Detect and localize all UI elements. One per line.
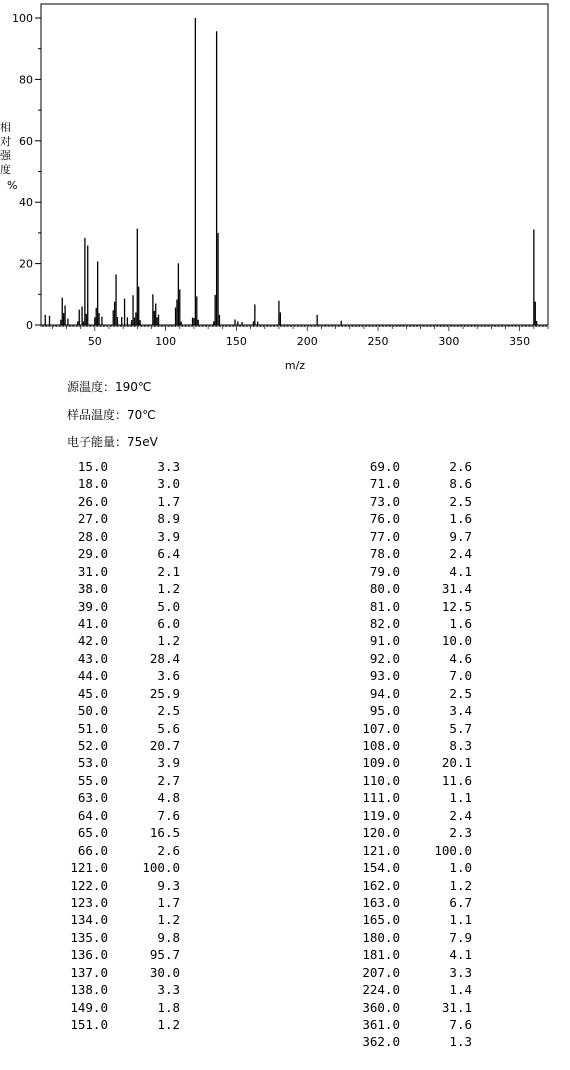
mz-value: 44.0 bbox=[77, 668, 108, 684]
mz-value: 361.0 bbox=[362, 1017, 400, 1032]
intensity-value: 10.0 bbox=[441, 633, 472, 649]
intensity-value: 1.4 bbox=[449, 982, 472, 998]
mz-value: 121.0 bbox=[362, 842, 400, 858]
intensity-value: 2.5 bbox=[449, 685, 472, 701]
mz-value: 134.0 bbox=[70, 912, 108, 928]
intensity-value: 16.5 bbox=[149, 825, 180, 841]
intensity-value: 5.0 bbox=[157, 598, 180, 614]
mz-value: 45.0 bbox=[77, 685, 108, 701]
intensity-value: 100.0 bbox=[434, 842, 472, 858]
intensity-value: 3.9 bbox=[157, 755, 180, 771]
intensity-value: 6.0 bbox=[157, 615, 180, 631]
sample-temperature: 样品温度：70℃ bbox=[67, 408, 156, 422]
peaks-layer bbox=[45, 18, 536, 325]
mz-value: 50.0 bbox=[77, 703, 108, 719]
peak-row-left bbox=[30, 1016, 180, 1033]
peak-row-right bbox=[322, 999, 472, 1016]
peak-row-left bbox=[30, 720, 180, 737]
peak-row-right bbox=[322, 475, 472, 492]
peak-row-left bbox=[30, 999, 180, 1016]
x-tick-label: 200 bbox=[296, 335, 318, 348]
mz-value: 119.0 bbox=[362, 807, 400, 823]
peak-row-right bbox=[322, 615, 472, 632]
mz-value: 69.0 bbox=[369, 459, 400, 474]
y-tick-label: 0 bbox=[26, 319, 33, 332]
intensity-value: 8.6 bbox=[449, 476, 472, 492]
peak-row-left bbox=[30, 842, 180, 859]
intensity-value: 7.9 bbox=[449, 929, 472, 945]
mz-value: 42.0 bbox=[77, 633, 108, 649]
peak-table-left bbox=[30, 458, 180, 1033]
mz-value: 121.0 bbox=[70, 860, 108, 876]
peak-row-right bbox=[322, 632, 472, 649]
intensity-value: 3.3 bbox=[157, 982, 180, 998]
peak-row-left bbox=[30, 964, 180, 981]
mz-value: 92.0 bbox=[369, 650, 400, 666]
peak-row-left bbox=[30, 475, 180, 492]
intensity-value: 1.0 bbox=[449, 860, 472, 876]
peak-row-left bbox=[30, 563, 180, 580]
intensity-value: 1.2 bbox=[157, 1017, 180, 1032]
mz-value: 78.0 bbox=[369, 546, 400, 562]
mz-value: 15.0 bbox=[77, 459, 108, 474]
peak-row-left bbox=[30, 754, 180, 771]
intensity-value: 6.7 bbox=[449, 894, 472, 910]
peak-row-left bbox=[30, 789, 180, 806]
intensity-value: 5.7 bbox=[449, 720, 472, 736]
mz-value: 165.0 bbox=[362, 912, 400, 928]
intensity-value: 2.6 bbox=[449, 459, 472, 474]
mz-value: 154.0 bbox=[362, 860, 400, 876]
mz-value: 53.0 bbox=[77, 755, 108, 771]
mz-value: 80.0 bbox=[369, 581, 400, 597]
peak-row-right bbox=[322, 685, 472, 702]
y-axis bbox=[12, 12, 41, 332]
x-tick-label: 150 bbox=[225, 335, 247, 348]
mz-value: 71.0 bbox=[369, 476, 400, 492]
peak-row-left bbox=[30, 632, 180, 649]
peak-row-left bbox=[30, 807, 180, 824]
intensity-value: 4.6 bbox=[449, 650, 472, 666]
peak-row-right bbox=[322, 580, 472, 597]
intensity-value: 2.6 bbox=[157, 842, 180, 858]
intensity-value: 2.5 bbox=[157, 703, 180, 719]
peak-row-left bbox=[30, 493, 180, 510]
mz-value: 77.0 bbox=[369, 528, 400, 544]
intensity-value: 7.0 bbox=[449, 668, 472, 684]
intensity-value: 2.1 bbox=[157, 563, 180, 579]
peak-row-right bbox=[322, 842, 472, 859]
peak-row-right bbox=[322, 702, 472, 719]
intensity-value: 31.4 bbox=[441, 581, 472, 597]
mz-value: 73.0 bbox=[369, 493, 400, 509]
peak-row-left bbox=[30, 911, 180, 928]
intensity-value: 4.8 bbox=[157, 790, 180, 806]
mz-value: 91.0 bbox=[369, 633, 400, 649]
x-tick-label: 50 bbox=[87, 335, 102, 348]
peak-row-left bbox=[30, 946, 180, 963]
x-axis-label: m/z bbox=[284, 359, 306, 372]
mz-value: 28.0 bbox=[77, 528, 108, 544]
intensity-value: 1.7 bbox=[157, 894, 180, 910]
intensity-value: 1.1 bbox=[449, 790, 472, 806]
x-tick-label: 350 bbox=[509, 335, 531, 348]
mz-value: 81.0 bbox=[369, 598, 400, 614]
peak-row-left bbox=[30, 702, 180, 719]
intensity-value: 100.0 bbox=[142, 860, 180, 876]
peak-row-right bbox=[322, 510, 472, 527]
peak-row-left bbox=[30, 737, 180, 754]
mz-value: 65.0 bbox=[77, 825, 108, 841]
intensity-value: 9.8 bbox=[157, 929, 180, 945]
intensity-value: 4.1 bbox=[449, 563, 472, 579]
peak-row-left bbox=[30, 772, 180, 789]
mz-value: 137.0 bbox=[70, 964, 108, 980]
mz-value: 79.0 bbox=[369, 563, 400, 579]
peak-row-left bbox=[30, 580, 180, 597]
peak-row-left bbox=[30, 528, 180, 545]
intensity-value: 20.1 bbox=[441, 755, 472, 771]
peak-row-right bbox=[322, 911, 472, 928]
y-tick-label: 80 bbox=[19, 73, 33, 87]
mz-value: 63.0 bbox=[77, 790, 108, 806]
peak-row-right bbox=[322, 720, 472, 737]
peak-row-left bbox=[30, 894, 180, 911]
peak-row-left bbox=[30, 650, 180, 667]
x-tick-label: 100 bbox=[155, 335, 177, 348]
peak-row-right bbox=[322, 946, 472, 963]
peak-row-right bbox=[322, 929, 472, 946]
peak-row-right bbox=[322, 598, 472, 615]
peak-row-right bbox=[322, 1016, 472, 1033]
peak-row-left bbox=[30, 615, 180, 632]
intensity-value: 20.7 bbox=[149, 738, 180, 753]
mz-value: 39.0 bbox=[77, 598, 108, 614]
mz-value: 52.0 bbox=[77, 738, 108, 753]
intensity-value: 25.9 bbox=[149, 685, 180, 701]
mz-value: 163.0 bbox=[362, 894, 400, 910]
intensity-value: 2.7 bbox=[157, 772, 180, 788]
intensity-value: 1.8 bbox=[157, 999, 180, 1015]
mz-value: 27.0 bbox=[77, 511, 108, 527]
plot-frame bbox=[41, 4, 548, 325]
mz-value: 31.0 bbox=[77, 563, 108, 579]
mz-value: 162.0 bbox=[362, 877, 400, 893]
mz-value: 360.0 bbox=[362, 999, 400, 1015]
mz-value: 55.0 bbox=[77, 772, 108, 788]
source-temperature: 源温度：190℃ bbox=[67, 380, 152, 394]
mz-value: 181.0 bbox=[362, 947, 400, 963]
mz-value: 224.0 bbox=[362, 982, 400, 998]
intensity-value: 1.6 bbox=[449, 511, 472, 527]
y-tick-label: 40 bbox=[19, 196, 33, 210]
peak-row-right bbox=[322, 807, 472, 824]
mz-value: 38.0 bbox=[77, 581, 108, 597]
peak-row-left bbox=[30, 877, 180, 894]
peak-row-right bbox=[322, 964, 472, 981]
mz-value: 180.0 bbox=[362, 929, 400, 945]
peak-row-left bbox=[30, 859, 180, 876]
y-tick-label: 100 bbox=[12, 12, 33, 25]
intensity-value: 6.4 bbox=[157, 546, 180, 562]
mz-value: 93.0 bbox=[369, 668, 400, 684]
mz-value: 135.0 bbox=[70, 929, 108, 945]
peak-row-left bbox=[30, 981, 180, 998]
peak-row-left bbox=[30, 458, 180, 475]
peak-row-right bbox=[322, 824, 472, 841]
mz-value: 41.0 bbox=[77, 615, 108, 631]
mz-value: 111.0 bbox=[362, 790, 400, 806]
mz-value: 123.0 bbox=[70, 894, 108, 910]
intensity-value: 3.3 bbox=[157, 459, 180, 474]
peak-row-left bbox=[30, 824, 180, 841]
peak-row-right bbox=[322, 877, 472, 894]
intensity-value: 5.6 bbox=[157, 720, 180, 736]
intensity-value: 1.2 bbox=[157, 581, 180, 597]
mz-value: 82.0 bbox=[369, 615, 400, 631]
intensity-value: 1.6 bbox=[449, 615, 472, 631]
intensity-value: 30.0 bbox=[149, 964, 180, 980]
mz-value: 66.0 bbox=[77, 842, 108, 858]
peak-row-left bbox=[30, 667, 180, 684]
peak-row-right bbox=[322, 981, 472, 998]
intensity-value: 3.0 bbox=[157, 476, 180, 492]
mz-value: 51.0 bbox=[77, 720, 108, 736]
intensity-value: 1.1 bbox=[449, 912, 472, 928]
intensity-value: 2.4 bbox=[449, 807, 472, 823]
peak-row-left bbox=[30, 510, 180, 527]
peak-row-right bbox=[322, 1033, 472, 1050]
mz-value: 120.0 bbox=[362, 825, 400, 841]
peak-row-right bbox=[322, 754, 472, 771]
peak-row-right bbox=[322, 667, 472, 684]
mz-value: 110.0 bbox=[362, 772, 400, 788]
mz-value: 151.0 bbox=[70, 1017, 108, 1032]
peak-row-left bbox=[30, 929, 180, 946]
intensity-value: 3.4 bbox=[449, 703, 472, 719]
intensity-value: 95.7 bbox=[149, 947, 180, 963]
peak-row-right bbox=[322, 772, 472, 789]
peak-row-right bbox=[322, 545, 472, 562]
peak-row-left bbox=[30, 598, 180, 615]
intensity-value: 1.2 bbox=[157, 633, 180, 649]
y-tick-label: 60 bbox=[19, 134, 33, 148]
intensity-value: 7.6 bbox=[449, 1017, 472, 1032]
peak-row-right bbox=[322, 458, 472, 475]
intensity-value: 4.1 bbox=[449, 947, 472, 963]
x-tick-label: 250 bbox=[367, 335, 389, 348]
mz-value: 95.0 bbox=[369, 703, 400, 719]
intensity-value: 1.2 bbox=[157, 912, 180, 928]
mz-value: 136.0 bbox=[70, 947, 108, 963]
intensity-value: 11.6 bbox=[441, 772, 472, 788]
intensity-value: 3.3 bbox=[449, 964, 472, 980]
peak-row-left bbox=[30, 545, 180, 562]
mz-value: 362.0 bbox=[362, 1034, 400, 1050]
peak-table-right bbox=[322, 458, 472, 1051]
peak-row-right bbox=[322, 789, 472, 806]
peak-row-right bbox=[322, 493, 472, 510]
mz-value: 64.0 bbox=[77, 807, 108, 823]
mz-value: 107.0 bbox=[362, 720, 400, 736]
peak-row-right bbox=[322, 650, 472, 667]
peak-row-right bbox=[322, 894, 472, 911]
intensity-value: 12.5 bbox=[441, 598, 472, 614]
mz-value: 108.0 bbox=[362, 738, 400, 753]
intensity-value: 1.2 bbox=[449, 877, 472, 893]
mz-value: 122.0 bbox=[70, 877, 108, 893]
electron-energy: 电子能量：75eV bbox=[67, 435, 158, 449]
intensity-value: 8.9 bbox=[157, 511, 180, 527]
peak-row-right bbox=[322, 737, 472, 754]
intensity-value: 3.6 bbox=[157, 668, 180, 684]
mz-value: 207.0 bbox=[362, 964, 400, 980]
intensity-value: 31.1 bbox=[441, 999, 472, 1015]
intensity-value: 2.4 bbox=[449, 546, 472, 562]
peak-row-right bbox=[322, 563, 472, 580]
intensity-value: 8.3 bbox=[449, 738, 472, 753]
mz-value: 29.0 bbox=[77, 546, 108, 562]
mz-value: 18.0 bbox=[77, 476, 108, 492]
mz-value: 109.0 bbox=[362, 755, 400, 771]
intensity-value: 9.3 bbox=[157, 877, 180, 893]
intensity-value: 1.7 bbox=[157, 493, 180, 509]
x-axis bbox=[41, 325, 548, 348]
mz-value: 149.0 bbox=[70, 999, 108, 1015]
mz-value: 138.0 bbox=[70, 982, 108, 998]
mass-spectrum-chart bbox=[0, 0, 570, 372]
intensity-value: 2.3 bbox=[449, 825, 472, 841]
intensity-value: 9.7 bbox=[449, 528, 472, 544]
mz-value: 43.0 bbox=[77, 650, 108, 666]
intensity-value: 28.4 bbox=[149, 650, 180, 666]
mz-value: 94.0 bbox=[369, 685, 400, 701]
y-axis-label: 相对强度% bbox=[0, 121, 18, 192]
intensity-value: 1.3 bbox=[449, 1034, 472, 1050]
intensity-value: 2.5 bbox=[449, 493, 472, 509]
peak-row-right bbox=[322, 859, 472, 876]
mz-value: 76.0 bbox=[369, 511, 400, 527]
x-tick-label: 300 bbox=[438, 335, 460, 348]
mz-value: 26.0 bbox=[77, 493, 108, 509]
intensity-value: 7.6 bbox=[157, 807, 180, 823]
intensity-value: 3.9 bbox=[157, 528, 180, 544]
peak-row-right bbox=[322, 528, 472, 545]
peak-row-left bbox=[30, 685, 180, 702]
y-tick-label: 20 bbox=[19, 257, 33, 271]
